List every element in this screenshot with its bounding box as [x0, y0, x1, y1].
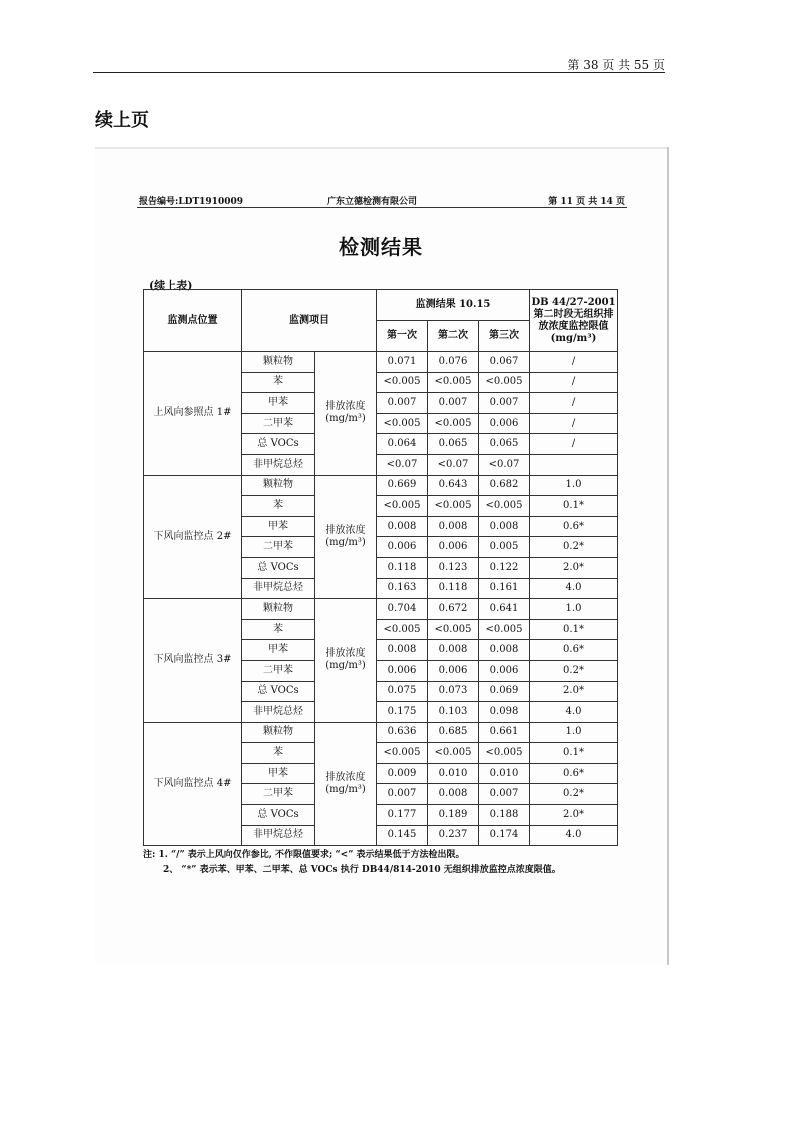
item-cell: 颗粒物: [242, 475, 315, 496]
item-cell: 总 VOCs: [242, 434, 315, 455]
document-title: 检测结果: [339, 235, 423, 259]
unit-cell: 排放浓度(mg/m³): [315, 722, 377, 846]
company-name: 广东立德检测有限公司: [327, 197, 418, 207]
item-cell: 苯: [242, 619, 315, 640]
value-cell: 0.008: [479, 640, 530, 661]
value-cell: 0.006: [479, 413, 530, 434]
limit-cell: 1.0: [530, 475, 618, 496]
value-cell: 0.008: [428, 516, 479, 537]
limit-cell: 0.2*: [530, 537, 618, 558]
value-cell: 0.008: [428, 784, 479, 805]
limit-cell: /: [530, 434, 618, 455]
value-cell: 0.065: [428, 434, 479, 455]
results-header: 监测结果 10.15: [377, 290, 530, 321]
table-continued-label: (续上表): [149, 279, 193, 292]
item-header: 监测项目: [242, 290, 377, 352]
page-header: [93, 58, 665, 73]
report-number: 报告编号:LDT1910009: [139, 197, 243, 207]
limit-cell: /: [530, 413, 618, 434]
value-cell: <0.005: [377, 743, 428, 764]
value-cell: <0.005: [428, 743, 479, 764]
page-number: 第 38 页 共 55 页: [567, 58, 665, 72]
note-1: 注: 1. “/” 表示上风向仅作参比, 不作限值要求; “<” 表示结果低于方法检出限。: [143, 850, 465, 860]
value-cell: 0.103: [428, 702, 479, 723]
table-row: [144, 599, 618, 620]
value-cell: <0.005: [377, 496, 428, 517]
second-header: 第二次: [428, 321, 479, 352]
value-cell: 0.685: [428, 722, 479, 743]
item-cell: 苯: [242, 743, 315, 764]
location-header: 监测点位置: [144, 290, 242, 352]
limit-cell: 2.0*: [530, 681, 618, 702]
value-cell: <0.005: [428, 372, 479, 393]
value-cell: <0.005: [479, 743, 530, 764]
item-cell: 二甲苯: [242, 537, 315, 558]
table-row: [144, 352, 618, 373]
value-cell: 0.064: [377, 434, 428, 455]
scan-page-number: 第 11 页 共 14 页: [548, 197, 625, 207]
results-table-body: [144, 352, 618, 846]
value-cell: 0.118: [428, 578, 479, 599]
value-cell: 0.174: [479, 825, 530, 846]
value-cell: 0.008: [479, 516, 530, 537]
unit-cell: 排放浓度(mg/m³): [315, 475, 377, 599]
item-cell: 甲苯: [242, 516, 315, 537]
value-cell: 0.636: [377, 722, 428, 743]
value-cell: 0.672: [428, 599, 479, 620]
item-cell: 非甲烷总烃: [242, 825, 315, 846]
value-cell: 0.007: [479, 784, 530, 805]
value-cell: <0.005: [428, 496, 479, 517]
limit-cell: 0.1*: [530, 743, 618, 764]
value-cell: 0.006: [377, 537, 428, 558]
location-cell: 下风向监控点 4#: [144, 722, 242, 846]
item-cell: 颗粒物: [242, 352, 315, 373]
value-cell: 0.122: [479, 557, 530, 578]
value-cell: 0.065: [479, 434, 530, 455]
value-cell: 0.098: [479, 702, 530, 723]
value-cell: 0.008: [377, 516, 428, 537]
value-cell: <0.005: [479, 619, 530, 640]
item-cell: 甲苯: [242, 393, 315, 414]
value-cell: 0.069: [479, 681, 530, 702]
location-cell: 下风向监控点 2#: [144, 475, 242, 599]
value-cell: 0.145: [377, 825, 428, 846]
value-cell: <0.07: [377, 454, 428, 475]
unit-cell: 排放浓度(mg/m³): [315, 352, 377, 476]
limit-cell: 0.1*: [530, 619, 618, 640]
limit-cell: 2.0*: [530, 557, 618, 578]
value-cell: 0.661: [479, 722, 530, 743]
value-cell: 0.007: [428, 393, 479, 414]
value-cell: 0.641: [479, 599, 530, 620]
value-cell: <0.005: [479, 372, 530, 393]
table-notes: [143, 848, 561, 878]
value-cell: 0.076: [428, 352, 479, 373]
scanned-report-page: [95, 147, 669, 965]
table-row: [144, 722, 618, 743]
value-cell: <0.005: [377, 372, 428, 393]
value-cell: 0.189: [428, 805, 479, 826]
value-cell: <0.07: [428, 454, 479, 475]
item-cell: 甲苯: [242, 763, 315, 784]
limit-cell: 2.0*: [530, 805, 618, 826]
value-cell: 0.075: [377, 681, 428, 702]
value-cell: 0.005: [479, 537, 530, 558]
value-cell: 0.008: [377, 640, 428, 661]
value-cell: 0.163: [377, 578, 428, 599]
value-cell: 0.669: [377, 475, 428, 496]
limit-cell: 1.0: [530, 599, 618, 620]
item-cell: 二甲苯: [242, 660, 315, 681]
value-cell: 0.188: [479, 805, 530, 826]
limit-header: DB 44/27-2001 第二时段无组织排放浓度监控限值(mg/m³): [530, 290, 618, 352]
value-cell: 0.006: [479, 660, 530, 681]
continued-label: 续上页: [95, 110, 149, 131]
value-cell: 0.073: [428, 681, 479, 702]
value-cell: 0.006: [428, 660, 479, 681]
value-cell: <0.005: [479, 496, 530, 517]
value-cell: 0.177: [377, 805, 428, 826]
report-header-bar: [137, 194, 627, 208]
value-cell: 0.007: [479, 393, 530, 414]
results-table: [143, 289, 618, 846]
value-cell: 0.006: [377, 660, 428, 681]
value-cell: 0.067: [479, 352, 530, 373]
limit-cell: 4.0: [530, 825, 618, 846]
limit-cell: 0.2*: [530, 784, 618, 805]
value-cell: <0.07: [479, 454, 530, 475]
value-cell: <0.005: [428, 413, 479, 434]
value-cell: 0.007: [377, 784, 428, 805]
item-cell: 苯: [242, 372, 315, 393]
value-cell: 0.008: [428, 640, 479, 661]
value-cell: 0.704: [377, 599, 428, 620]
limit-cell: /: [530, 393, 618, 414]
first-header: 第一次: [377, 321, 428, 352]
limit-cell: 4.0: [530, 578, 618, 599]
value-cell: 0.643: [428, 475, 479, 496]
item-cell: 颗粒物: [242, 722, 315, 743]
value-cell: 0.118: [377, 557, 428, 578]
limit-cell: 1.0: [530, 722, 618, 743]
item-cell: 颗粒物: [242, 599, 315, 620]
item-cell: 总 VOCs: [242, 805, 315, 826]
table-row: [144, 475, 618, 496]
value-cell: 0.009: [377, 763, 428, 784]
scan-edge: [95, 147, 667, 149]
item-cell: 总 VOCs: [242, 557, 315, 578]
limit-cell: 0.2*: [530, 660, 618, 681]
third-header: 第三次: [479, 321, 530, 352]
limit-cell: 4.0: [530, 702, 618, 723]
item-cell: 非甲烷总烃: [242, 578, 315, 599]
value-cell: <0.005: [428, 619, 479, 640]
limit-cell: 0.6*: [530, 516, 618, 537]
limit-cell: /: [530, 352, 618, 373]
value-cell: 0.006: [428, 537, 479, 558]
item-cell: 非甲烷总烃: [242, 454, 315, 475]
limit-cell: 0.6*: [530, 640, 618, 661]
limit-cell: 0.1*: [530, 496, 618, 517]
value-cell: 0.237: [428, 825, 479, 846]
note-2: 2、 “*” 表示苯、甲苯、二甲苯、总 VOCs 执行 DB44/814-2010 无组织排放监控点浓度限值。: [163, 865, 561, 875]
location-cell: 上风向参照点 1#: [144, 352, 242, 476]
item-cell: 总 VOCs: [242, 681, 315, 702]
limit-cell: [530, 454, 618, 475]
item-cell: 二甲苯: [242, 784, 315, 805]
location-cell: 下风向监控点 3#: [144, 599, 242, 723]
value-cell: 0.071: [377, 352, 428, 373]
item-cell: 非甲烷总烃: [242, 702, 315, 723]
value-cell: <0.005: [377, 413, 428, 434]
value-cell: 0.007: [377, 393, 428, 414]
limit-cell: 0.6*: [530, 763, 618, 784]
value-cell: 0.175: [377, 702, 428, 723]
value-cell: 0.123: [428, 557, 479, 578]
value-cell: 0.010: [479, 763, 530, 784]
value-cell: <0.005: [377, 619, 428, 640]
limit-cell: /: [530, 372, 618, 393]
unit-cell: 排放浓度(mg/m³): [315, 599, 377, 723]
value-cell: 0.010: [428, 763, 479, 784]
item-cell: 甲苯: [242, 640, 315, 661]
item-cell: 二甲苯: [242, 413, 315, 434]
item-cell: 苯: [242, 496, 315, 517]
value-cell: 0.682: [479, 475, 530, 496]
value-cell: 0.161: [479, 578, 530, 599]
